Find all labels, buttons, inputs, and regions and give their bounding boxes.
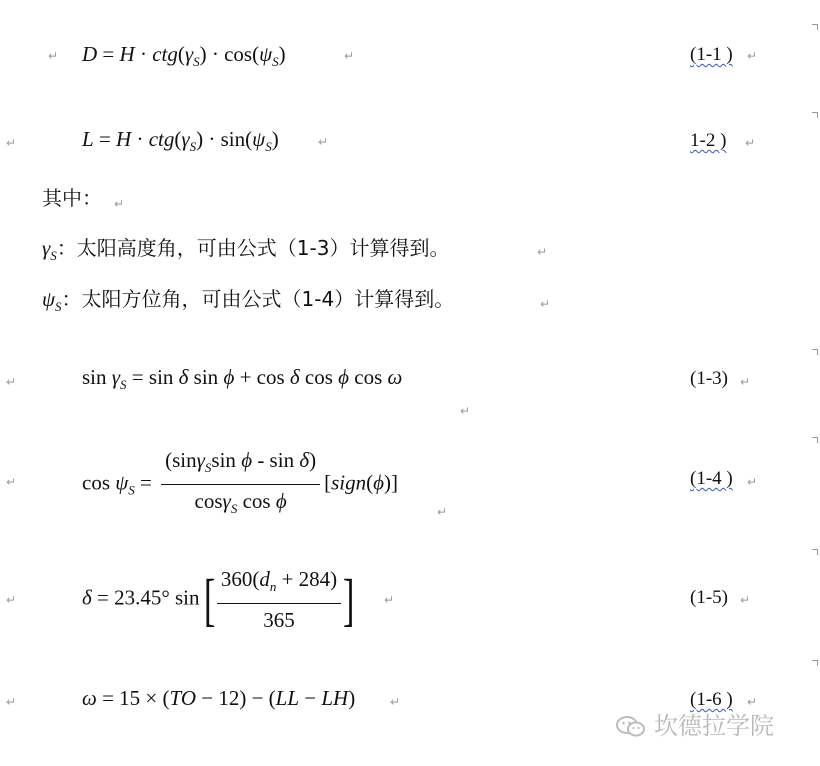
margin-tick [812,549,818,555]
paragraph-mark: ↵ [114,197,125,211]
gamma-definition: $\gamma_S$：太阳高度角，可由公式（1-3）计算得到。 [42,236,450,263]
equation-1-1: $D = H \cdot ctg(\gamma_S) \cdot \cos(\psi_S)$ [82,42,286,69]
equation-1-6: ω = 15 × (TO − 12) − (LL − LH) [82,686,356,710]
paragraph-mark: ↵ [318,135,329,149]
equation-number-1-3: (1-3) [690,368,728,389]
paragraph-mark: ↵ [6,475,17,489]
margin-tick [812,24,818,30]
watermark [616,706,774,741]
paragraph-mark: ↵ [745,136,756,150]
paragraph-mark: ↵ [344,49,355,63]
wechat-icon [616,716,646,738]
margin-tick [812,437,818,443]
paragraph-mark: ↵ [540,297,551,311]
paragraph-mark: ↵ [460,404,471,418]
paragraph-mark: ↵ [48,49,59,63]
paragraph-mark: ↵ [6,695,17,709]
equation-1-5: δ = 23.45° sin[ $\frac{360(d_n + 284)}{365}$ ] [82,566,355,632]
paragraph-mark: ↵ [740,593,751,607]
equation-number-1-6: (1-6 ) [690,689,733,710]
equation-number-1-5: (1-5) [690,587,728,608]
paragraph-mark: ↵ [6,136,17,150]
paragraph-mark: ↵ [390,695,401,709]
paragraph-mark: ↵ [747,475,758,489]
paragraph-mark: ↵ [747,695,758,709]
equation-number-1-4: (1-4 ) [690,468,733,489]
intro-text: 其中： [42,186,102,210]
margin-tick [812,660,818,666]
paragraph-mark: ↵ [747,49,758,63]
margin-tick [812,112,818,118]
margin-tick [812,349,818,355]
equation-1-2: $L = H \cdot ctg(\gamma_S) \cdot \sin(\psi_S)$ [82,127,279,154]
watermark-label: 坎德拉学院 [654,712,774,740]
equation-number-1-1: (1-1 ) [690,44,733,65]
paragraph-mark: ↵ [384,593,395,607]
paragraph-mark: ↵ [537,245,548,259]
paragraph-mark: ↵ [437,505,448,519]
equation-1-4: $\cos \psi_S$ = $\frac{(\sin\gamma_S\sin \phi - \sin \delta)}{\cos\gamma_S \cos \phi}$ [sign(ϕ)] [82,448,398,516]
paragraph-mark: ↵ [6,375,17,389]
psi-definition: $\psi_S$：太阳方位角，可由公式（1-4）计算得到。 [42,287,455,314]
paragraph-mark: ↵ [740,375,751,389]
equation-number-1-2: 1-2 ) [690,130,727,151]
paragraph-mark: ↵ [6,593,17,607]
equation-1-3: $\sin \gamma_S = \sin \delta$ sin ϕ + cos δ cos ϕ cos ω [82,365,403,392]
